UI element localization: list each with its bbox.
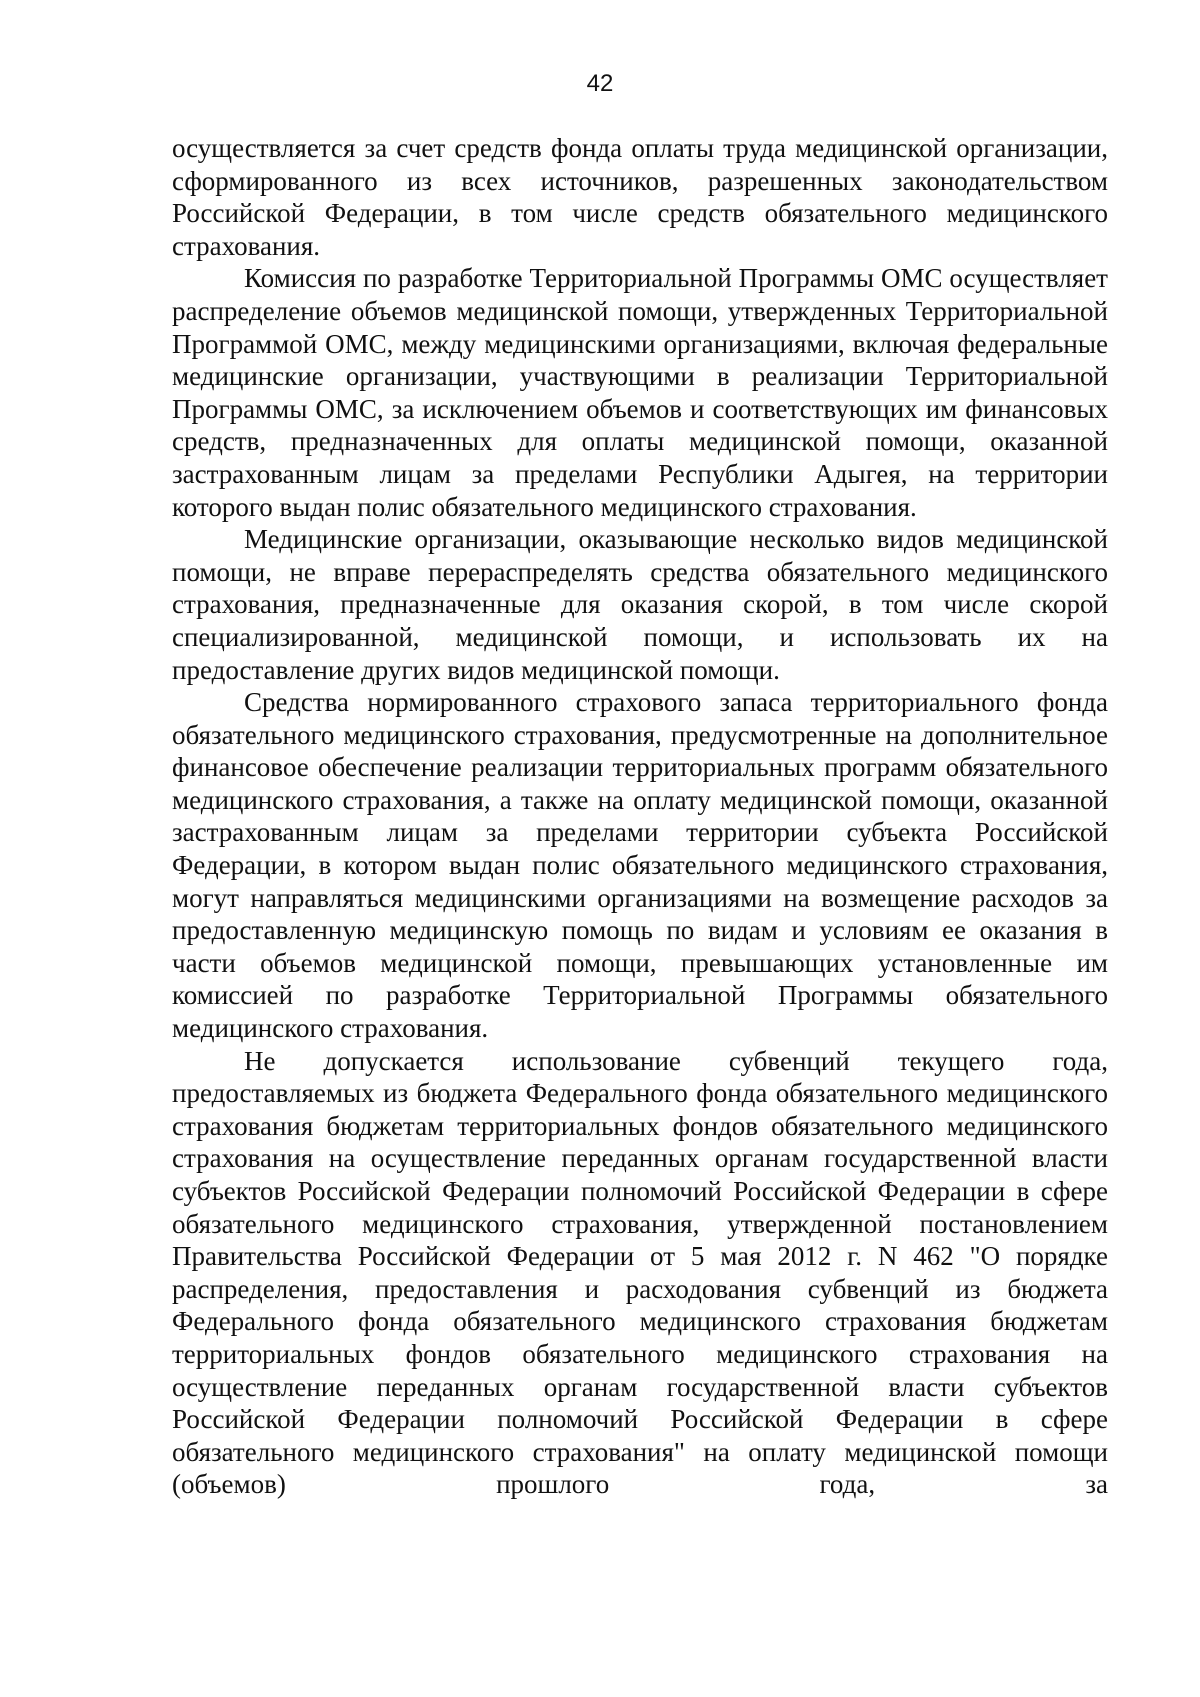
paragraph-subventions: Не допускается использование субвенций текущего года, предоставляемых из бюджета Федерального фонда обязательного медицинского страхования бюджетам территориальных фондов обязательного медицинского страхования на осуществление переданных органам государственной власти субъектов Российской Федерации полномочий Российской Федерации в сфере обязательного медицинского страхования, утвержденной постановлением Правительства Российской Федерации от 5 мая 2012 г. N 462 "О порядке распределения, предоставления и расходования субвенций из бюджета Федерального фонда обязательного медицинского страхования бюджетам территориальных фондов обязательного медицинского страхования на осуществление переданных органам государственной власти субъектов Российской Федерации полномочий Российской Федерации в сфере обязательного медицинского страхования" на оплату медицинской помощи (объемов) прошлого года, за — [172, 1045, 1108, 1500]
paragraph-continuation: осуществляется за счет средств фонда оплаты труда медицинской организации, сформированного из всех источников, разрешенных законодательством Российской Федерации, в том числе средств обязательного медицинского страхования. — [172, 133, 1108, 261]
document-body — [172, 132, 1108, 1501]
paragraph-medical-organizations: Медицинские организации, оказывающие несколько видов медицинской помощи, не вправе перераспределять средства обязательного медицинского страхования, предназначенные для оказания скорой, в том числе скорой специализированной, медицинской помощи, и использовать их на предоставление других видов медицинской помощи. — [172, 524, 1108, 685]
paragraph-insurance-reserve: Средства нормированного страхового запаса территориального фонда обязательного медицинского страхования, предусмотренные на дополнительное финансовое обеспечение реализации территориальных программ обязательного медицинского страхования, а также на оплату медицинской помощи, оказанной застрахованным лицам за пределами территории субъекта Российской Федерации, в котором выдан полис обязательного медицинского страхования, могут направляться медицинскими организациями на возмещение расходов за предоставленную медицинскую помощь по видам и условиям ее оказания в части объемов медицинской помощи, превышающих установленные им комиссией по разработке Территориальной Программы обязательного медицинского страхования. — [172, 687, 1108, 1044]
page-number: 42 — [586, 70, 614, 97]
paragraph-commission: Комиссия по разработке Территориальной Программы ОМС осуществляет распределение объемов медицинской помощи, утвержденных Территориальной Программой ОМС, между медицинскими организациями, включая федеральные медицинские организации, участвующими в реализации Территориальной Программы ОМС, за исключением объемов и соответствующих им финансовых средств, предназначенных для оплаты медицинской помощи, оказанной застрахованным лицам за пределами Республики Адыгея, на территории которого выдан полис обязательного медицинского страхования. — [172, 263, 1108, 522]
